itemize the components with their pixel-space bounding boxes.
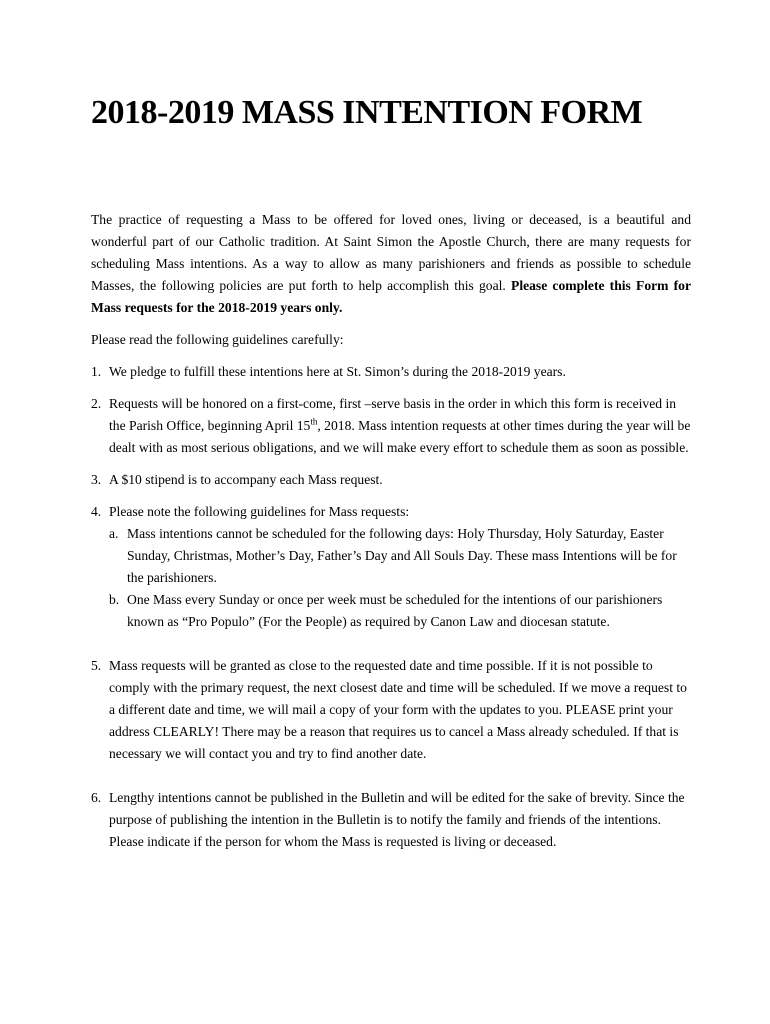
item-number: 4.: [91, 504, 102, 519]
sub-item-text: One Mass every Sunday or once per week must be scheduled for the intentions of our parishioners known as “Pro Populo” (For the People) as required by Canon Law and diocesan statute.: [127, 592, 663, 629]
guideline-item-2: [91, 393, 691, 459]
item-text: Please note the following guidelines for Mass requests:: [109, 504, 410, 519]
item-text: [109, 393, 691, 459]
sub-item-b: [109, 589, 691, 633]
form-title: 2018-2019 MASS INTENTION FORM: [91, 94, 643, 131]
ordinal-superscript: th: [310, 416, 318, 427]
sub-item-text: Mass intentions cannot be scheduled for the following days: Holy Thursday, Holy Saturday, Easter Sunday, Christmas, Mother’s Day, Father’s Day and All Souls Day. These mass Intentions will be for the parishioners.: [127, 526, 677, 585]
item-number: 5.: [91, 658, 102, 673]
guideline-item-4: [91, 501, 691, 633]
item-number: 3.: [91, 472, 102, 487]
document-body: [91, 209, 691, 853]
intro-paragraph: [91, 209, 691, 319]
sub-item-a: [109, 523, 691, 589]
guideline-item-6: [91, 787, 691, 853]
sub-item-letter: b.: [109, 592, 120, 607]
item-number: 6.: [91, 790, 102, 805]
guideline-item-1: [91, 361, 691, 383]
item-text: Lengthy intentions cannot be published in the Bulletin and will be edited for the sake of brevity. Since the purpose of publishing the intention in the Bulletin is to notify the family and friends of the intentions. Please indicate if the person for whom the Mass is requested is living or deceased.: [109, 790, 685, 849]
item-text-before: Requests will be honored on a first-come, first –serve basis in the order in which this form is received in the Parish Office, beginning April 15: [109, 396, 677, 433]
guideline-item-5: [91, 655, 691, 765]
intro-bold-note: Please complete this Form for Mass requests for the 2018-2019 years only.: [91, 278, 692, 315]
intro-text: The practice of requesting a Mass to be offered for loved ones, living or deceased, is a beautiful and wonderful part of our Catholic tradition. At Saint Simon the Apostle Church, there are many requests for scheduling Mass intentions. As a way to allow as many parishioners and friends as possible to schedule Masses, the following policies are put forth to help accomplish this goal.: [91, 212, 691, 293]
item-number: 2.: [91, 396, 102, 411]
item-text: Mass requests will be granted as close to the requested date and time possible. If it is not possible to comply with the primary request, the next closest date and time will be scheduled. If we move a request to a different date and time, we will mail a copy of your form with the updates to you. PLEASE print your address CLEARLY! There may be a reason that requires us to cancel a Mass already scheduled. If that is necessary we will contact you and try to find another date.: [109, 658, 687, 761]
item-text: A $10 stipend is to accompany each Mass request.: [109, 472, 383, 487]
guideline-item-3: [91, 469, 691, 491]
read-guidelines-text: Please read the following guidelines carefully:: [91, 332, 344, 347]
item-number: 1.: [91, 364, 102, 379]
item-text-after: , 2018. Mass intention requests at other times during the year will be dealt with as most serious obligations, and we will make every effort to schedule them as soon as possible.: [109, 418, 691, 455]
item-text: We pledge to fulfill these intentions here at St. Simon’s during the 2018-2019 years.: [109, 364, 566, 379]
sub-item-letter: a.: [109, 526, 119, 541]
